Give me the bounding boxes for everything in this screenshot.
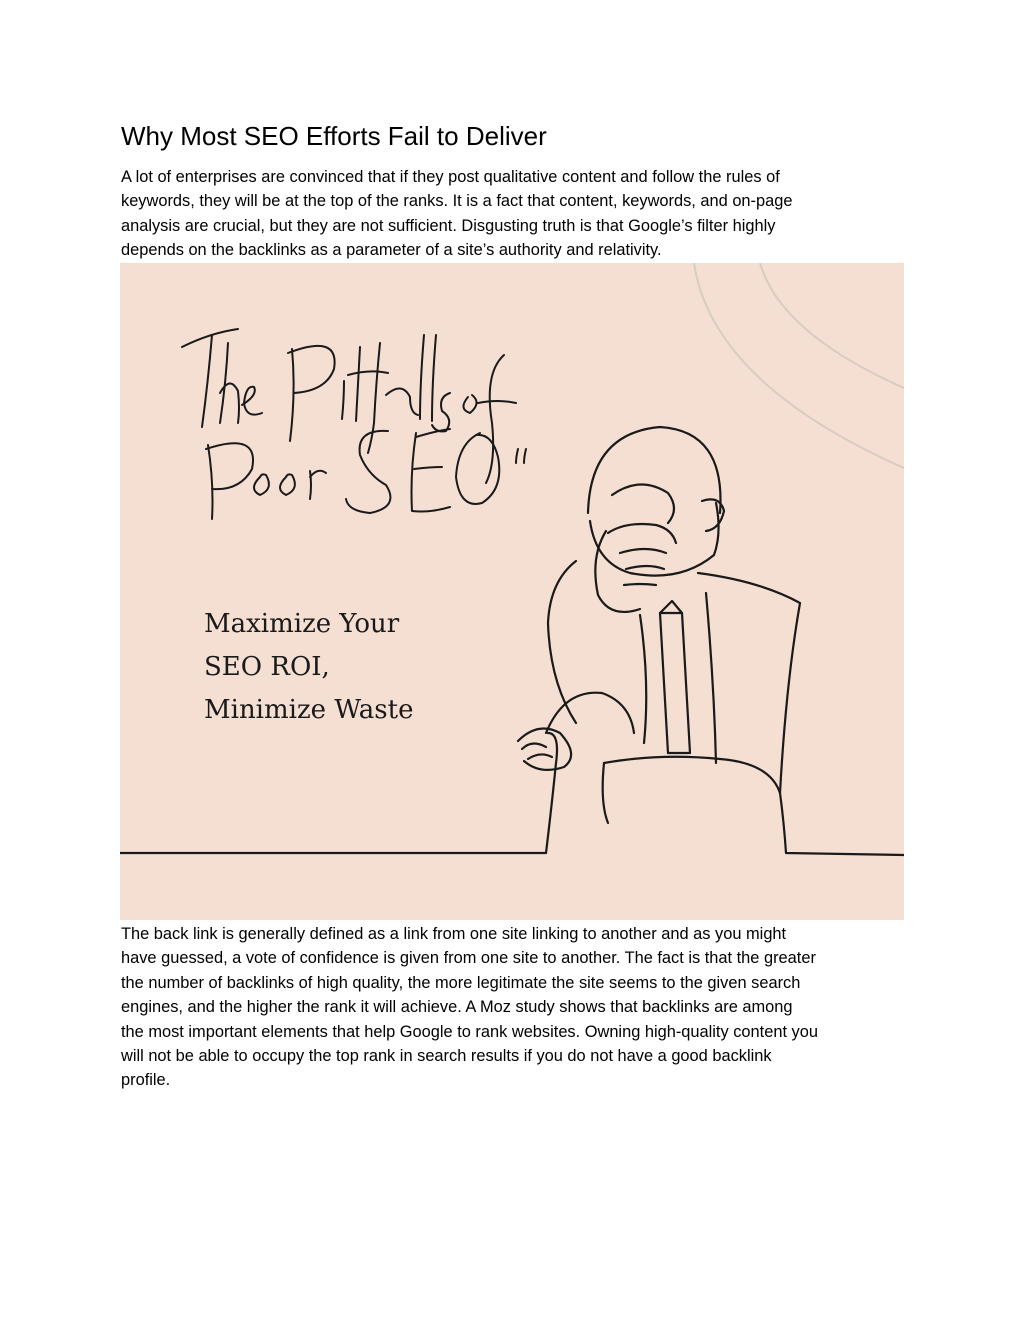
decorative-arc <box>760 263 904 388</box>
paragraph-line: have guessed, a vote of confidence is given from one site to another. The fact is that the greater <box>121 949 816 968</box>
paragraph-line: will not be able to occupy the top rank in search results if you do not have a good backlink <box>121 1047 772 1066</box>
tagline-line: SEO ROI, <box>204 652 330 682</box>
paragraph-line: The back link is generally defined as a link from one site linking to another and as you might <box>121 925 787 943</box>
seo-pitfalls-illustration <box>120 263 904 920</box>
paragraph-line: the number of backlinks of high quality, the more legitimate the site seems to the given search <box>121 973 801 992</box>
tagline-line: Minimize Waste <box>204 695 414 725</box>
intro-paragraph <box>121 165 911 263</box>
tagline-line: Maximize Your <box>204 609 400 639</box>
paragraph-line: keywords, they will be at the top of the ranks. It is a fact that content, keywords, and on-page <box>121 192 793 211</box>
illustration-artwork <box>120 263 904 920</box>
paragraph-line: depends on the backlinks as a parameter of a site’s authority and relativity. <box>121 241 662 260</box>
paragraph-line: A lot of enterprises are convinced that if they post qualitative content and follow the rules of <box>121 168 780 186</box>
decorative-arc <box>694 263 904 468</box>
tagline <box>204 603 413 732</box>
paragraph-line: profile. <box>121 1071 171 1090</box>
backlink-paragraph <box>121 922 911 1093</box>
page-heading: Why Most SEO Efforts Fail to Deliver <box>121 121 547 151</box>
paragraph-line: analysis are crucial, but they are not sufficient. Disgusting truth is that Google’s filter highly <box>121 216 776 235</box>
paragraph-line: the most important elements that help Google to rank websites. Owning high-quality content you <box>121 1022 818 1041</box>
script-title-lettering <box>182 329 526 519</box>
paragraph-line: engines, and the higher the rank it will achieve. A Moz study shows that backlinks are among <box>121 998 793 1017</box>
